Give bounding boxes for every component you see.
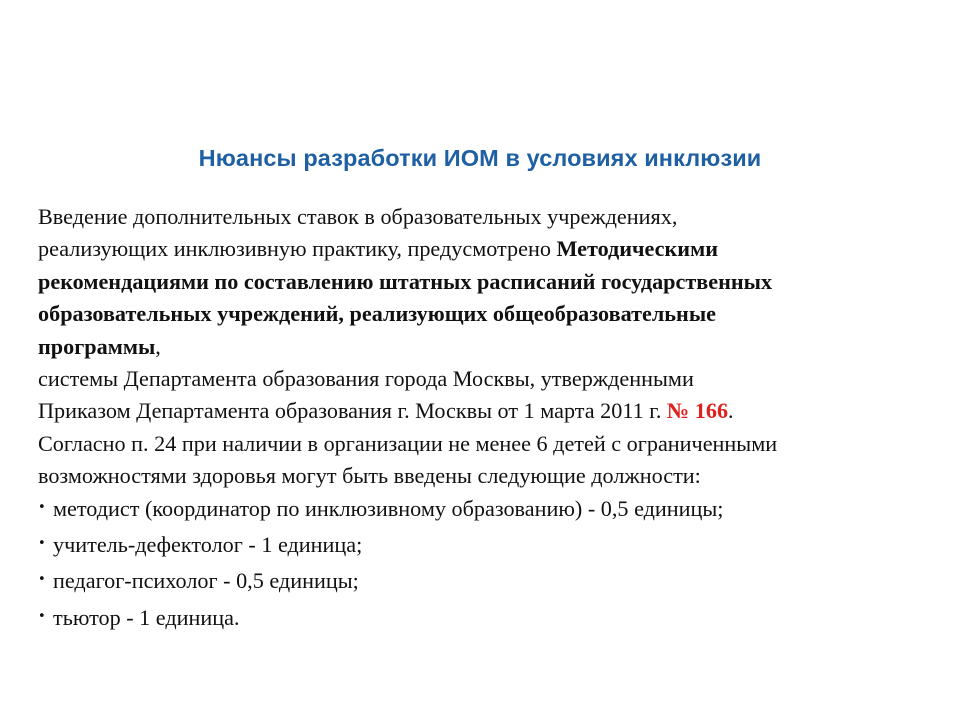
body-line xyxy=(38,201,938,233)
document-title: образовательных учреждений, реализующих общеобразовательные xyxy=(38,301,716,327)
list-item xyxy=(38,602,938,638)
document-title: программы xyxy=(38,333,156,359)
list-item xyxy=(38,493,938,529)
body-line xyxy=(38,233,938,265)
conditions-text: Согласно п. 24 при наличии в организации не менее 6 детей с ограниченными xyxy=(38,430,778,456)
document-title: рекомендациями по составлению штатных расписаний государственных xyxy=(38,268,773,294)
slide-body xyxy=(38,201,938,638)
order-end: . xyxy=(728,398,734,424)
list-item-text: учитель-дефектолог - 1 единица; xyxy=(53,532,363,558)
bullet-icon: • xyxy=(38,536,46,552)
body-line xyxy=(38,331,938,363)
list-item-text: методист (координатор по инклюзивному образованию) - 0,5 единицы; xyxy=(53,495,724,521)
bullet-icon: • xyxy=(38,499,46,515)
conditions-text: возможностями здоровья могут быть введены следующие должности: xyxy=(38,463,701,489)
list-item-text: тьютор - 1 единица. xyxy=(53,604,240,630)
document-title: Методическими xyxy=(556,236,718,262)
order-number: № 166 xyxy=(666,398,729,424)
list-item-text: педагог-психолог - 0,5 единицы; xyxy=(53,568,359,594)
body-line xyxy=(38,395,938,427)
order-text: системы Департамента образования города Москвы, утвержденными xyxy=(38,366,694,392)
comma: , xyxy=(155,333,161,359)
slide-title: Нюансы разработки ИОМ в условиях инклюзии xyxy=(198,145,762,171)
bullet-icon: • xyxy=(38,572,46,588)
bullet-icon: • xyxy=(38,608,46,624)
list-item xyxy=(38,565,938,601)
list-item xyxy=(38,529,938,565)
intro-text: Введение дополнительных ставок в образовательных учреждениях, xyxy=(38,204,678,229)
order-text: Приказом Департамента образования г. Москвы от 1 марта 2011 г. xyxy=(38,398,667,424)
intro-text: реализующих инклюзивную практику, предусмотрено xyxy=(38,236,557,262)
